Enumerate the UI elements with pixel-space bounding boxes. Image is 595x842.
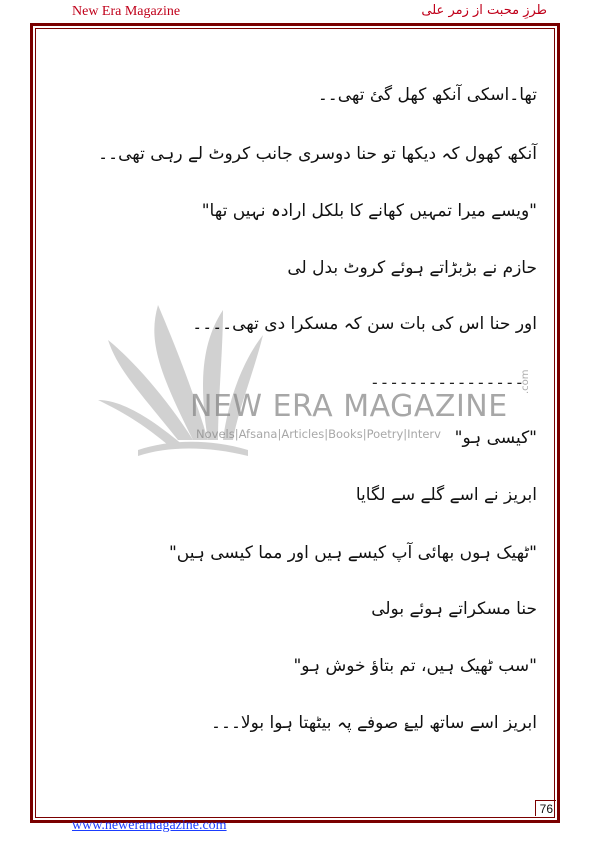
text-line-11: ابریز اسے ساتھ لیۓ صوفے پہ بیٹھتا ہوا بولا۔۔۔ [211, 713, 537, 733]
magazine-name-header: New Era Magazine [72, 4, 181, 19]
text-line-6: "کیسی ہو" [454, 428, 537, 448]
text-line-4: حازم نے بڑبڑاتے ہوئے کروٹ بدل لی [287, 258, 537, 278]
watermark-title: NEW ERA MAGAZINE [190, 389, 508, 424]
text-line-2: آنکھ کھول کہ دیکھا تو حنا دوسری جانب کروٹ لے رہی تھی۔۔ [98, 144, 537, 164]
section-separator: ---------------- [370, 373, 525, 392]
page-number: 76 [535, 800, 556, 816]
text-line-1: تھا۔اسکی آنکھ کھل گئ تھی۔۔ [317, 85, 537, 105]
novel-title-header: طرزِ محبت از زمر علی [421, 3, 547, 18]
website-link[interactable]: www.neweramagazine.com [72, 818, 227, 833]
text-line-3: "ویسے میرا تمہیں کھانے کا بلکل ارادہ نہیں تھا" [201, 201, 537, 221]
watermark-subtitle: Novels|Afsana|Articles|Books|Poetry|Interv [196, 427, 441, 441]
watermark-suffix: .com [520, 369, 531, 394]
text-line-10: "سب ٹھیک ہیں، تم بتاؤ خوش ہو" [293, 656, 537, 676]
text-line-8: "ٹھیک ہوں بھائی آپ کیسے ہیں اور مما کیسی ہیں" [168, 543, 537, 563]
text-line-9: حنا مسکراتے ہوئے بولی [371, 599, 537, 619]
text-line-5: اور حنا اس کی بات سن کہ مسکرا دی تھی۔۔۔۔ [192, 314, 537, 334]
text-line-7: ابریز نے اسے گلے سے لگایا [355, 485, 537, 505]
